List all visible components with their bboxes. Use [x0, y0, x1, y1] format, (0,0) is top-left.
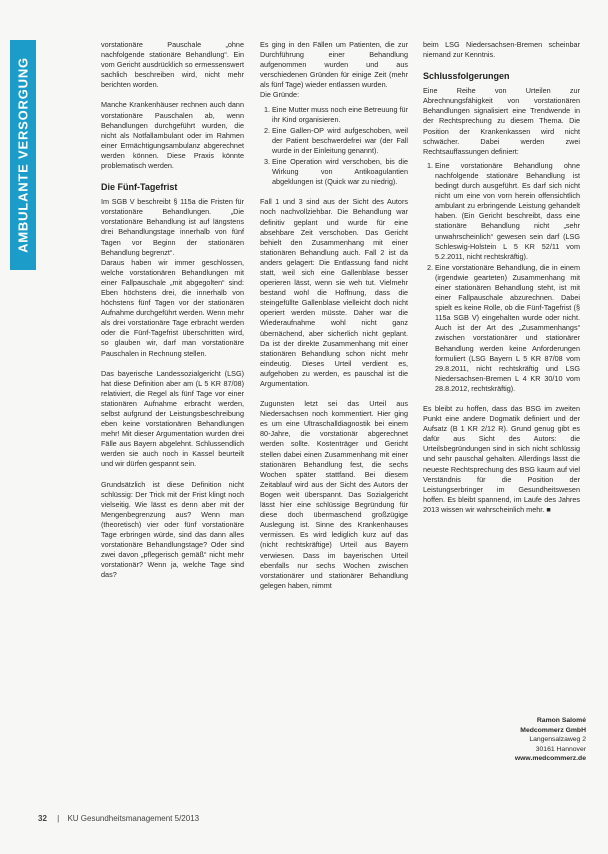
list-item: 1. Eine vorstationäre Behandlung ohne nachfolgende stationäre Behandlung ist bedingt durch ausgeführt. Es darf sich nicht nicht um eine von vorn herein offensichtlich ambulant zu erbringende Leistung gehandelt haben. (Ein Gericht beschreibt, dass eine stationäre Behandlung nicht „sehr unwahrscheinlich“ gewesen sein darf (LSG Schleswig-Holstein L 5 KR 52/11 vom 5.2.2011, nicht rechtskräftig).: [435, 161, 580, 262]
author-city: 30161 Hannover: [535, 745, 586, 753]
section-heading: Schlussfolgerungen: [423, 71, 510, 82]
page-number: 32: [38, 814, 47, 823]
end-mark: ■: [546, 504, 551, 514]
list-item: 3. Eine Operation wird verschoben, bis die Wirkung von Antikoagulantien abgeklungen ist (Quick war zu niedrig).: [272, 157, 408, 187]
paragraph: [423, 404, 580, 515]
paragraph: Fall 1 und 3 sind aus der Sicht des Autors noch nachvollziehbar. Die Behandlung war definitiv geplant und wurde für eine absehbare Zeit verschoben. Das Gericht behielt den Zusammenhang mit einer stationären Behandlung auch. Fall 2 ist da anders gelagert: Die Entlassung fand nicht statt, weil sich eine Gallenblase besser operieren lässt, wenn sie weh tut. Vielmehr bestand wohl die Hoffnung, dass die steingefüllte Gallenblase vielleicht doch nicht operiert werden müsste. Daher war die Wiederaufnahme wohl nicht ganz übernächend, aber sicherlich nicht geplant. Da ist der direkte Zusammenhang mit einer stationären Behandlung schon nicht mehr eindeutig. Dieses Urteil verdient es, aufgehoben zu werden, es pauschal ist die Argumentation.: [260, 197, 408, 388]
publication-name: KU Gesundheitsmanagement 5/2013: [67, 814, 200, 823]
section-heading: Die Fünf-Tagefrist: [101, 182, 178, 193]
author-name: Ramon Salomé: [536, 717, 586, 724]
conclusions-list: [423, 161, 580, 394]
column-2: [260, 40, 408, 601]
column-1: [101, 40, 244, 591]
paragraph: vorstationäre Pauschale „ohne nachfolgende stationäre Behandlung“. Ein vom Gericht ausdrücklich so ermessenswert sachlich beschreiben wird, nicht mehr berichten worden.: [101, 40, 244, 90]
paragraph: Im SGB V beschreibt § 115a die Fristen für vorstationäre Behandlungen. „Die vorstationäre Behandlung ist auf längstens drei Behandlungstage innerhalb von fünf Tagen vor Beginn der stationären Behandlung begrenzt“.: [101, 197, 244, 257]
list-item: 2. Eine Gallen-OP wird aufgeschoben, weil der Patient beschwerdefrei war (der Fall wurde in der Einleitung genannt).: [272, 126, 408, 156]
author-box: [486, 716, 586, 764]
author-company: Medcommerz GmbH: [520, 726, 586, 734]
paragraph: beim LSG Niedersachsen-Bremen scheinbar niemand zur Kenntnis.: [423, 40, 580, 60]
author-street: Langensalzaweg 2: [529, 736, 586, 744]
section-tab-label: AMBULANTE VERSORGUNG: [15, 57, 31, 253]
closing-text: Es bleibt zu hoffen, dass das BSG im zweiten Punkt eine andere Dogmatik definiert und der Aufsatz (B 1 KR 2/12 R). Grund genug gibt es dafür aus Sicht des Autors: die Urteilsbegründungen sind in sich nicht schlüssig und sehr pauschal gehalten. Allerdings lässt die neueste Rechtsprechung des BSG kaum auf viel Verständnis für die Position der Leistungserbringer im Gesundheitswesen hoffen. Es bleibt spannend, im Laufe des Jahres 2013 wissen wir wahrscheinlich mehr.: [423, 404, 580, 514]
paragraph: Daraus haben wir immer geschlossen, welche vorstationären Behandlungen mit einer Fallpauschale „mit abgegolten“ sind: Eben höchstens drei, die innerhalb von höchstens fünf Tagen vor der stationären Aufnahme durchgeführt werden. Wenn mehr als drei vorstationäre Tage erbracht werden oder die Fünf-Tagefrist überschritten wird, so glauben wir, darf man vorstationäre Pauschalen in Rechnung stellen.: [101, 257, 244, 358]
paragraph: Das bayerische Landessozialgericht (LSG) hat diese Definition aber am (L 5 KR 87/08) relativiert, die Regel als fünf Tage vor einer stationären Aufnahme erbracht werden, selbst aufgrund der Leistungsbeschreibung eben keine vorstationären Behandlungen mehr! Mit dieser Argumentation wurden drei Fälle aus Bayern abgelehnt. Schlussendlich werden sie auch noch in Kassel beurteilt und wir dürfen gespannt sein.: [101, 368, 244, 469]
paragraph: Es ging in den Fällen um Patienten, die zur Durchführung einer Behandlung aufgenommen wurden und aus verschiedenen Gründen für einige Zeit (mehr als fünf Tage) wieder entlassen wurden.: [260, 40, 408, 90]
list-item: 2. Eine vorstationäre Behandlung, die in einem (irgendwie gearteten) Zusammenhang mit einer stationären Behandlung steht, ist mit einer Fallpauschale abzurechnen. Dabei spielt es keine Rolle, ob die Fünf-Tagefrist (§ 115a SGB V) eingehalten wurde oder nicht. Auch ist der Art des „Zusammenhangs“ zwischen vorstationärer und stationärer Behandlung werden keine Anforderungen formuliert (LSG Bayern L 5 KR 87/08 vom 29.8.2011, nicht rechtskräftig und LSG Niedersachsen-Bremen L 4 KR 30/10 vom 28.8.2012, rechtskräftig).: [435, 263, 580, 394]
footer-separator: |: [57, 814, 60, 823]
list-item: 1. Eine Mutter muss noch eine Betreuung für ihr Kind organisieren.: [272, 105, 408, 125]
paragraph: Zugunsten letzt sei das Urteil aus Niedersachsen noch kommentiert. Hier ging es um eine Ultraschalldiagnostik bei einem 80-Jahre, die vorstationär abgerechnet werden sollte. Kostenträger und Gericht stellen dabei einen Zusammenhang mit einer stationären Behandlung fest, die sechs Wochen später stattfand. Bei diesem Zeitablauf wird aus der Sicht des Autors der Bogen weit überspannt. Das Sozialgericht lässt hier eine schlüssige Begründung für diese doch übermaschend großzügige Auslegung ist. Sinne des Krankenhauses vermissen. Es wird lediglich kurz auf das (nicht rechtskräftige) Urteil aus Bayern verwiesen. Dass im bayerischen Urteil ebenfalls nur sechs Wochen zwischen vorstationärer und stationärer Behandlung gelegen haben, nimmt: [260, 399, 408, 590]
column-3: [423, 40, 580, 525]
section-tab: [10, 40, 36, 270]
paragraph: Die Gründe:: [260, 90, 300, 100]
author-website: www.medcommerz.de: [514, 755, 586, 763]
paragraph: Grundsätzlich ist diese Definition nicht schlüssig: Der Trick mit der Frist klingt noch vielseitig. Wie lässt es denn aber mit der Mengenbegrenzung aus? Wenn man (theoretisch) vier oder fünf vorstationäre Tage erbringen würde, sind das dann alles vorstationäre Behandlungstage? Oder sind zwei davon „pflegerisch gemäß“ nicht mehr vorstationär? Wenn ja, welche Tage sind das?: [101, 479, 244, 580]
paragraph: Manche Krankenhäuser rechnen auch dann vorstationäre Pauschalen ab, wenn Behandlungen durchgeführt wurden, die nicht als Notfallambulant oder im Rahmen einer Ermächtigungsambulanz abgerechnet werden können. Diese Praxis könnte problematisch werden.: [101, 100, 244, 171]
paragraph: Eine Reihe von Urteilen zur Abrechnungsfähigkeit von vorstationären Behandlungen signalisiert eine Trendwende in der Rechtsprechung zu diesem Thema. Die Position der Krankenkassen wird nicht schwächer. Dabei werden zwei Rechtsauffassungen definiert:: [423, 86, 580, 156]
reasons-list: [260, 105, 408, 188]
page-footer: [38, 814, 199, 823]
